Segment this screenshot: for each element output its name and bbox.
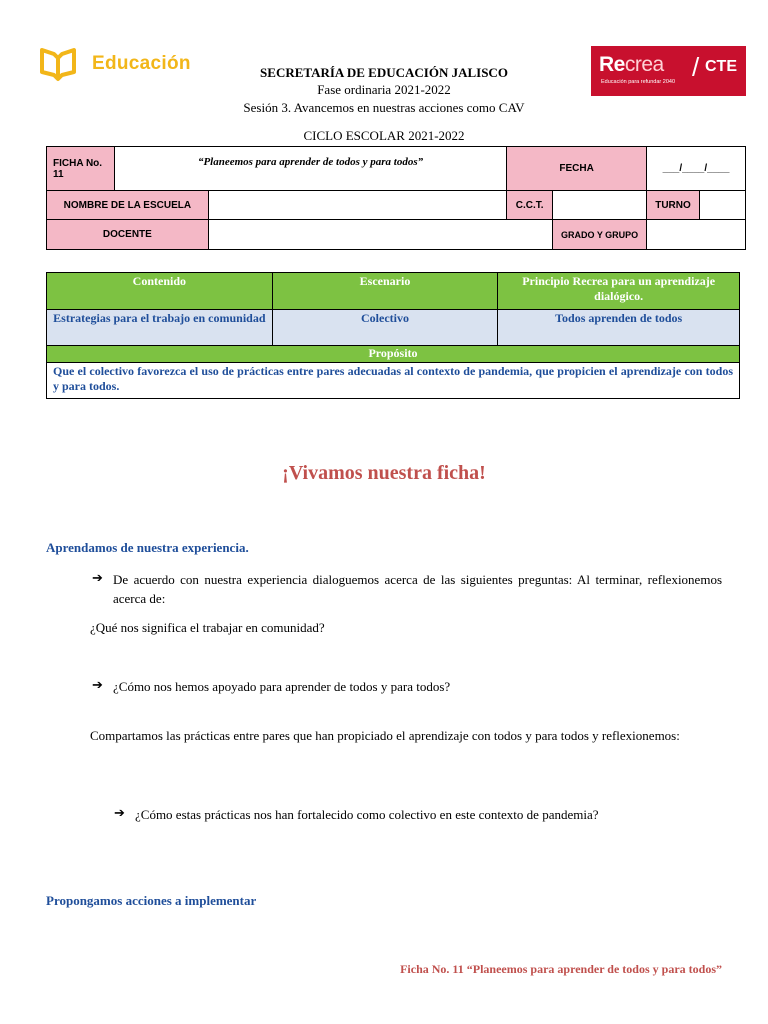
section-propongamos: Propongamos acciones a implementar <box>46 893 257 908</box>
fecha-field[interactable]: ___/____/____ <box>647 147 746 191</box>
docente-label: DOCENTE <box>47 220 209 250</box>
fecha-label: FECHA <box>507 147 647 191</box>
header-contenido: Contenido <box>47 273 273 310</box>
contenido-table <box>46 272 740 399</box>
open-book-icon <box>38 44 78 84</box>
ficha-number-label: FICHA No. 11 <box>47 147 115 191</box>
vivamos-heading: ¡Vivamos nuestra ficha! <box>282 462 486 484</box>
arrow-bullet-icon: ➔ <box>92 570 103 585</box>
grado-field[interactable] <box>647 220 746 250</box>
education-logo-text: Educación <box>92 53 191 74</box>
cct-field[interactable] <box>553 191 647 220</box>
recrea-tagline: Educación para refundar 2040 <box>601 79 675 85</box>
header-fase: Fase ordinaria 2021-2022 <box>317 82 451 97</box>
ficha-form-table <box>46 146 746 250</box>
bullet-fortalecido: ¿Cómo estas prácticas nos han fortalecido como colectivo en este contexto de pandemia? <box>135 807 599 822</box>
arrow-bullet-icon: ➔ <box>92 677 103 692</box>
bullet-apoyado: ¿Cómo nos hemos apoyado para aprender de todos y para todos? <box>113 679 451 694</box>
escuela-field[interactable] <box>208 191 506 220</box>
docente-field[interactable] <box>208 220 552 250</box>
header-principio: Principio Recrea para un aprendizaje dialógico. <box>498 273 740 310</box>
turno-field[interactable] <box>700 191 746 220</box>
turno-label: TURNO <box>647 191 700 220</box>
header-ciclo: CICLO ESCOLAR 2021-2022 <box>303 128 465 143</box>
page-footer: Ficha No. 11 “Planeemos para aprender de todos y para todos” <box>400 962 722 976</box>
header-escenario: Escenario <box>272 273 498 310</box>
escuela-label: NOMBRE DE LA ESCUELA <box>47 191 209 220</box>
cct-label: C.C.T. <box>507 191 553 220</box>
grado-label: GRADO Y GRUPO <box>553 220 647 250</box>
header-secretaria: SECRETARÍA DE EDUCACIÓN JALISCO <box>260 65 508 80</box>
section-aprendamos: Aprendamos de nuestra experiencia. <box>46 540 249 555</box>
proposito-text: Que el colectivo favorezca el uso de prácticas entre pares adecuadas al contexto de pandemia, que propicien el aprendizaje con todos y para todos. <box>47 363 740 399</box>
cte-wordmark: CTE <box>705 58 737 75</box>
arrow-bullet-icon: ➔ <box>114 805 125 820</box>
value-principio: Todos aprenden de todos <box>498 310 740 346</box>
value-escenario: Colectivo <box>272 310 498 346</box>
question-comunidad: ¿Qué nos significa el trabajar en comunidad? <box>90 620 325 635</box>
value-contenido: Estrategias para el trabajo en comunidad <box>47 310 273 346</box>
proposito-header: Propósito <box>47 346 740 363</box>
header-sesion: Sesión 3. Avancemos en nuestras acciones como CAV <box>243 100 525 115</box>
recrea-wordmark: Recrea <box>599 53 664 76</box>
bullet-dialoguemos: De acuerdo con nuestra experiencia dialoguemos acerca de las siguientes preguntas: Al terminar, reflexionemos acerca de: <box>113 572 722 606</box>
paragraph-compartamos: Compartamos las prácticas entre pares que han propiciado el aprendizaje con todos y para todos y reflexionemos: <box>90 728 680 743</box>
ficha-title: “Planeemos para aprender de todos y para todos” <box>114 147 506 191</box>
logo-divider: / <box>692 52 700 82</box>
